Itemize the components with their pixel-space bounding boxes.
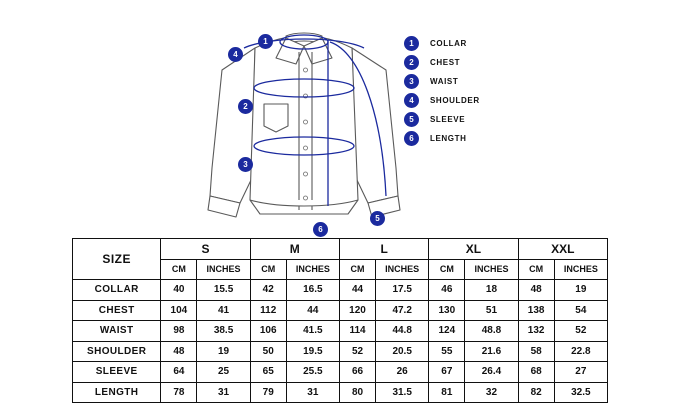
- cell: 104: [161, 300, 197, 321]
- cell: 51: [465, 300, 518, 321]
- header-size-l: L: [339, 239, 428, 260]
- cell: 44.8: [376, 321, 429, 342]
- cell: 41.5: [286, 321, 339, 342]
- size-table: [72, 238, 608, 403]
- cell: 15.5: [197, 280, 250, 301]
- cell: 19: [554, 280, 607, 301]
- cell: 41: [197, 300, 250, 321]
- cell: 52: [339, 341, 375, 362]
- cell: 38.5: [197, 321, 250, 342]
- cell: 112: [250, 300, 286, 321]
- cell: 66: [339, 362, 375, 383]
- cell: 120: [339, 300, 375, 321]
- cell: 48: [518, 280, 554, 301]
- cell: 18: [465, 280, 518, 301]
- cell: 25: [197, 362, 250, 383]
- cell: 19: [197, 341, 250, 362]
- row-label-length: LENGTH: [73, 382, 161, 403]
- cell: 55: [429, 341, 465, 362]
- cell: 50: [250, 341, 286, 362]
- table-row: [73, 300, 608, 321]
- header-s-cm: CM: [161, 259, 197, 280]
- cell: 138: [518, 300, 554, 321]
- cell: 31: [197, 382, 250, 403]
- legend-item-sleeve: [404, 110, 584, 129]
- cell: 132: [518, 321, 554, 342]
- cell: 42: [250, 280, 286, 301]
- row-label-shoulder: SHOULDER: [73, 341, 161, 362]
- header-size-xxl: XXL: [518, 239, 607, 260]
- callout-chest: 2: [238, 99, 253, 114]
- cell: 32: [465, 382, 518, 403]
- table-header-sizes: [73, 239, 608, 260]
- row-label-chest: CHEST: [73, 300, 161, 321]
- header-l-cm: CM: [339, 259, 375, 280]
- legend-label-chest: CHEST: [430, 58, 461, 67]
- callout-shoulder: 4: [228, 47, 243, 62]
- header-m-inches: INCHES: [286, 259, 339, 280]
- cell: 67: [429, 362, 465, 383]
- table-row: [73, 362, 608, 383]
- cell: 58: [518, 341, 554, 362]
- legend-item-length: [404, 129, 584, 148]
- header-xl-inches: INCHES: [465, 259, 518, 280]
- legend-item-shoulder: [404, 91, 584, 110]
- header-xxl-inches: INCHES: [554, 259, 607, 280]
- cell: 32.5: [554, 382, 607, 403]
- header-m-cm: CM: [250, 259, 286, 280]
- cell: 22.8: [554, 341, 607, 362]
- cell: 98: [161, 321, 197, 342]
- legend-item-collar: [404, 34, 584, 53]
- legend-label-shoulder: SHOULDER: [430, 96, 480, 105]
- cell: 48: [161, 341, 197, 362]
- table-row: [73, 321, 608, 342]
- cell: 80: [339, 382, 375, 403]
- cell: 27: [554, 362, 607, 383]
- legend-bullet-1-icon: 1: [404, 36, 419, 51]
- cell: 106: [250, 321, 286, 342]
- cell: 21.6: [465, 341, 518, 362]
- cell: 26.4: [465, 362, 518, 383]
- header-size-s: S: [161, 239, 250, 260]
- table-row: [73, 382, 608, 403]
- callout-sleeve: 5: [370, 211, 385, 226]
- cell: 78: [161, 382, 197, 403]
- cell: 82: [518, 382, 554, 403]
- legend-bullet-3-icon: 3: [404, 74, 419, 89]
- cell: 54: [554, 300, 607, 321]
- legend-bullet-2-icon: 2: [404, 55, 419, 70]
- cell: 46: [429, 280, 465, 301]
- cell: 48.8: [465, 321, 518, 342]
- cell: 79: [250, 382, 286, 403]
- legend-item-waist: [404, 72, 584, 91]
- cell: 25.5: [286, 362, 339, 383]
- legend-label-waist: WAIST: [430, 77, 459, 86]
- header-size-m: M: [250, 239, 339, 260]
- cell: 47.2: [376, 300, 429, 321]
- cell: 20.5: [376, 341, 429, 362]
- legend-item-chest: [404, 53, 584, 72]
- cell: 124: [429, 321, 465, 342]
- header-size-xl: XL: [429, 239, 518, 260]
- cell: 68: [518, 362, 554, 383]
- cell: 114: [339, 321, 375, 342]
- legend: [404, 34, 584, 148]
- legend-bullet-4-icon: 4: [404, 93, 419, 108]
- cell: 44: [339, 280, 375, 301]
- cell: 31: [286, 382, 339, 403]
- header-xxl-cm: CM: [518, 259, 554, 280]
- callout-collar: 1: [258, 34, 273, 49]
- cell: 40: [161, 280, 197, 301]
- cell: 65: [250, 362, 286, 383]
- cell: 16.5: [286, 280, 339, 301]
- cell: 17.5: [376, 280, 429, 301]
- legend-label-collar: COLLAR: [430, 39, 467, 48]
- row-label-waist: WAIST: [73, 321, 161, 342]
- legend-bullet-5-icon: 5: [404, 112, 419, 127]
- cell: 52: [554, 321, 607, 342]
- row-label-collar: COLLAR: [73, 280, 161, 301]
- header-size: SIZE: [73, 239, 161, 280]
- legend-label-sleeve: SLEEVE: [430, 115, 466, 124]
- legend-bullet-6-icon: 6: [404, 131, 419, 146]
- cell: 31.5: [376, 382, 429, 403]
- header-s-inches: INCHES: [197, 259, 250, 280]
- table-row: [73, 341, 608, 362]
- legend-label-length: LENGTH: [430, 134, 467, 143]
- cell: 44: [286, 300, 339, 321]
- cell: 130: [429, 300, 465, 321]
- header-xl-cm: CM: [429, 259, 465, 280]
- table-row: [73, 280, 608, 301]
- cell: 26: [376, 362, 429, 383]
- cell: 64: [161, 362, 197, 383]
- header-l-inches: INCHES: [376, 259, 429, 280]
- cell: 19.5: [286, 341, 339, 362]
- row-label-sleeve: SLEEVE: [73, 362, 161, 383]
- callout-length: 6: [313, 222, 328, 237]
- cell: 81: [429, 382, 465, 403]
- callout-waist: 3: [238, 157, 253, 172]
